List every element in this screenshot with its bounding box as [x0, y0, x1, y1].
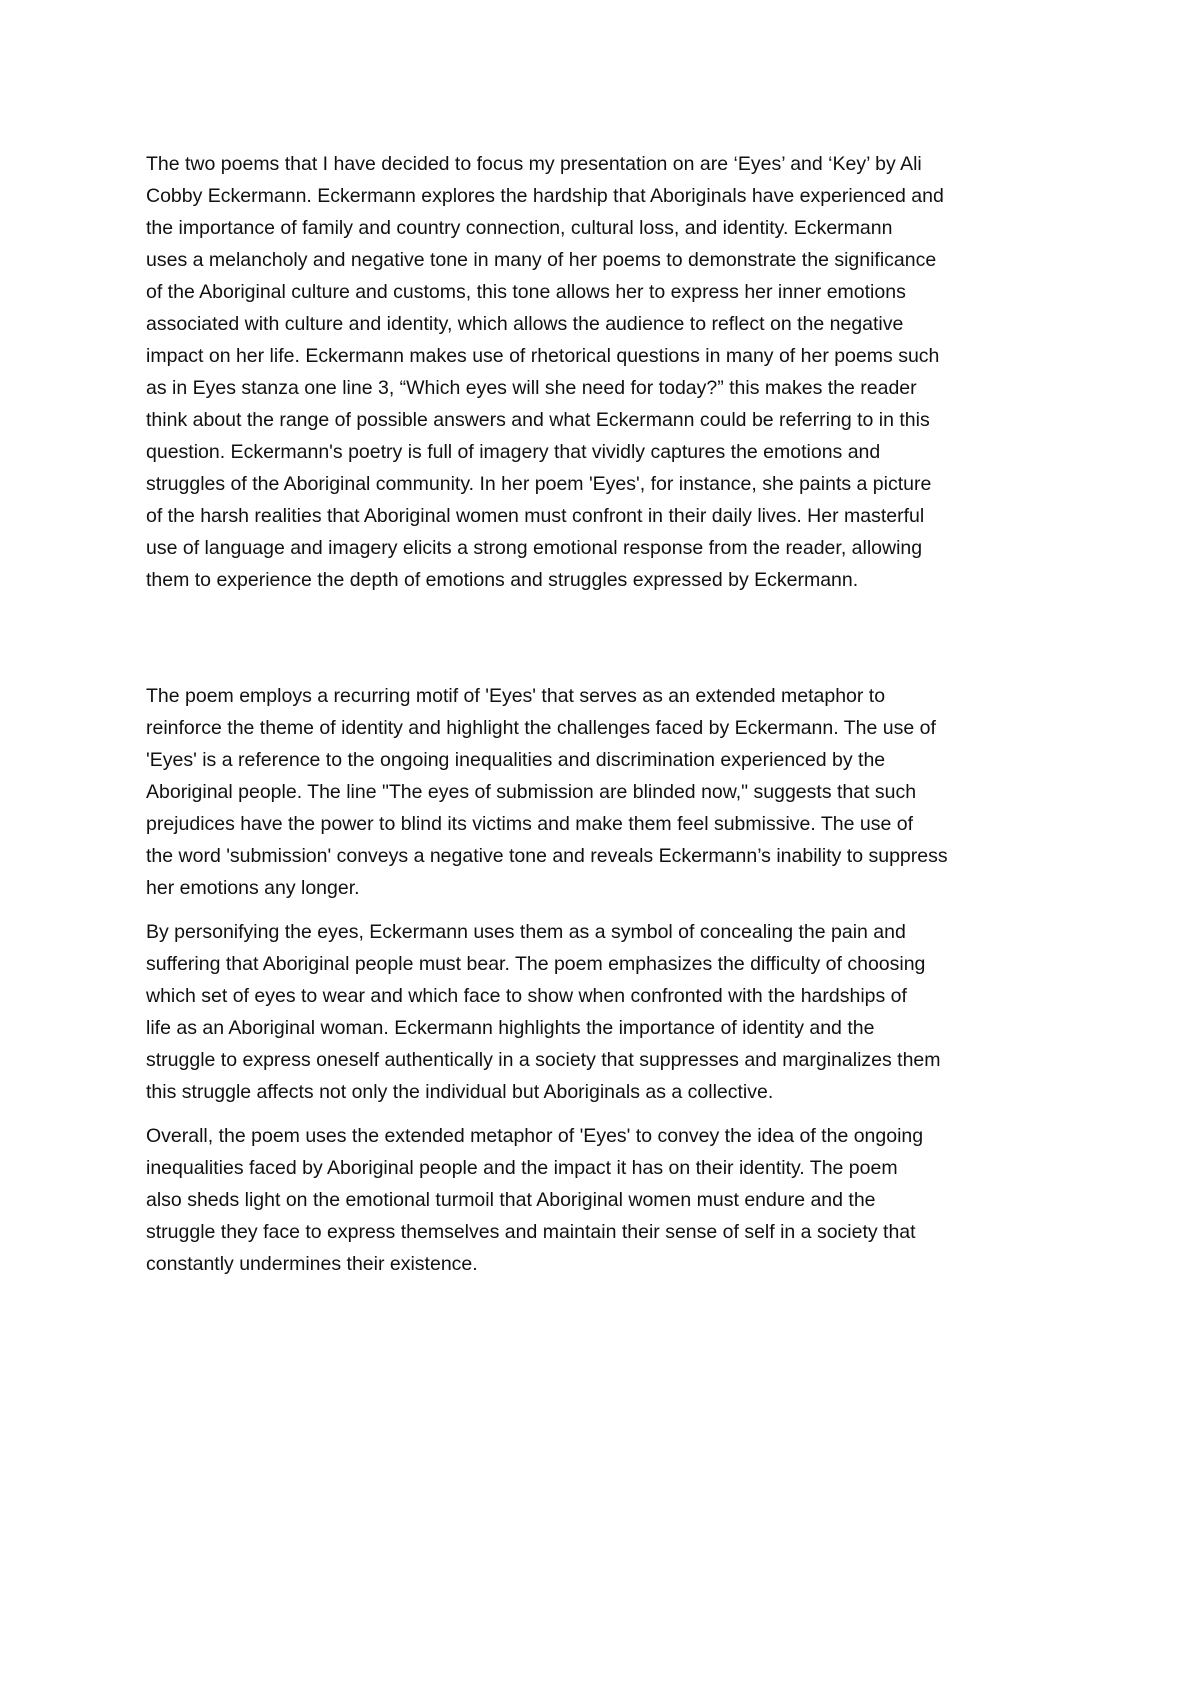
- text-line: associated with culture and identity, which allows the audience to reflect on the negative: [146, 313, 904, 335]
- text-line: of the Aboriginal culture and customs, this tone allows her to express her inner emotions: [146, 281, 906, 303]
- document-body: [146, 148, 1066, 1280]
- text-line: constantly undermines their existence.: [146, 1253, 478, 1275]
- paragraph-spacer: [146, 1108, 1066, 1120]
- text-line: impact on her life. Eckermann makes use of rhetorical questions in many of her poems such: [146, 345, 940, 367]
- paragraph-motif: [146, 680, 1066, 904]
- text-line: suffering that Aboriginal people must bear. The poem emphasizes the difficulty of choosing: [146, 953, 926, 975]
- text-line: inequalities faced by Aboriginal people and the impact it has on their identity. The poem: [146, 1157, 898, 1179]
- text-line: By personifying the eyes, Eckermann uses them as a symbol of concealing the pain and: [146, 921, 906, 943]
- text-line: which set of eyes to wear and which face to show when confronted with the hardships of: [146, 985, 907, 1007]
- text-line: think about the range of possible answers and what Eckermann could be referring to in this: [146, 409, 930, 431]
- text-line: Overall, the poem uses the extended metaphor of 'Eyes' to convey the idea of the ongoing: [146, 1125, 924, 1147]
- text-line: as in Eyes stanza one line 3, “Which eyes will she need for today?” this makes the reader: [146, 377, 917, 399]
- text-line: struggles of the Aboriginal community. In her poem 'Eyes', for instance, she paints a picture: [146, 473, 932, 495]
- text-line: the word 'submission' conveys a negative tone and reveals Eckermann’s inability to suppress: [146, 845, 948, 867]
- text-line: 'Eyes' is a reference to the ongoing inequalities and discrimination experienced by the: [146, 749, 886, 771]
- text-line: prejudices have the power to blind its victims and make them feel submissive. The use of: [146, 813, 914, 835]
- paragraph-personification: [146, 916, 1066, 1108]
- paragraph-spacer: [146, 904, 1066, 916]
- paragraph-conclusion: [146, 1120, 1066, 1280]
- text-line: struggle to express oneself authentically in a society that suppresses and marginalizes them: [146, 1049, 941, 1071]
- text-line: The two poems that I have decided to focus my presentation on are ‘Eyes’ and ‘Key’ by Ali: [146, 153, 922, 175]
- text-line: use of language and imagery elicits a strong emotional response from the reader, allowing: [146, 537, 923, 559]
- text-line: them to experience the depth of emotions and struggles expressed by Eckermann.: [146, 569, 859, 591]
- text-line: her emotions any longer.: [146, 877, 360, 899]
- text-line: life as an Aboriginal woman. Eckermann highlights the importance of identity and the: [146, 1017, 875, 1039]
- text-line: of the harsh realities that Aboriginal women must confront in their daily lives. Her masterful: [146, 505, 925, 527]
- text-line: this struggle affects not only the individual but Aboriginals as a collective.: [146, 1081, 774, 1103]
- text-line: The poem employs a recurring motif of 'Eyes' that serves as an extended metaphor to: [146, 685, 886, 707]
- text-line: Cobby Eckermann. Eckermann explores the hardship that Aboriginals have experienced and: [146, 185, 944, 207]
- text-line: uses a melancholy and negative tone in many of her poems to demonstrate the significance: [146, 249, 937, 271]
- paragraph-intro: [146, 148, 1066, 596]
- text-line: question. Eckermann's poetry is full of imagery that vividly captures the emotions and: [146, 441, 881, 463]
- text-line: Aboriginal people. The line "The eyes of submission are blinded now," suggests that such: [146, 781, 917, 803]
- text-line: reinforce the theme of identity and highlight the challenges faced by Eckermann. The use of: [146, 717, 936, 739]
- text-line: the importance of family and country connection, cultural loss, and identity. Eckermann: [146, 217, 893, 239]
- text-line: struggle they face to express themselves and maintain their sense of self in a society that: [146, 1221, 916, 1243]
- text-line: also sheds light on the emotional turmoil that Aboriginal women must endure and the: [146, 1189, 876, 1211]
- paragraph-spacer: [146, 596, 1066, 680]
